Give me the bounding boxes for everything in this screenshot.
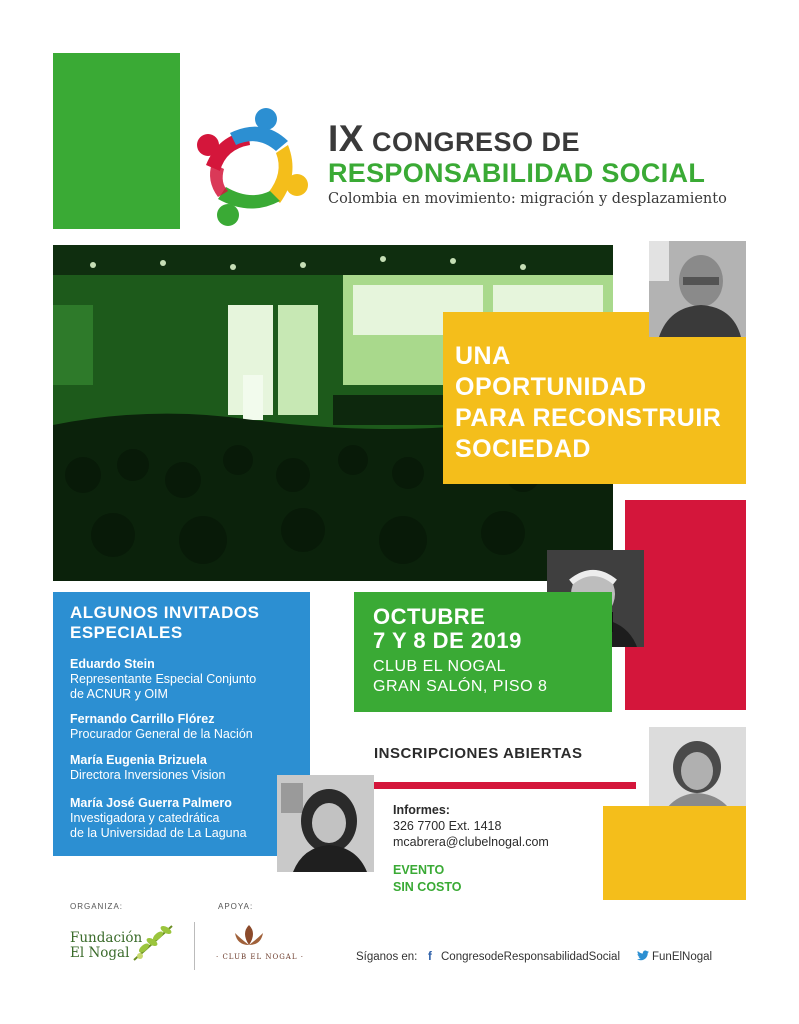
supporter-label: APOYA: [218,902,254,911]
twitter-icon[interactable] [637,950,649,961]
yellow-decor-block [603,806,746,900]
guest-role: de ACNUR y OIM [70,687,168,701]
follow-us-label: Síganos en: [356,951,418,963]
facebook-icon[interactable]: f [428,951,432,963]
congress-title-line1 [328,118,580,160]
guest-role: Investigadora y catedrática [70,811,220,825]
headline-line: UNA [455,342,511,370]
info-label: Informes: [393,803,450,817]
guest-item [70,796,247,841]
event-venue: CLUB EL NOGAL [373,658,507,675]
info-email: mcabrera@clubelnogal.com [393,835,549,849]
headline-line: PARA RECONSTRUIR [455,404,722,432]
guest-name: María Eugenia Brizuela [70,753,207,767]
guest-item [70,712,253,742]
guests-heading-line: ESPECIALES [70,623,183,642]
footer-divider [194,922,195,970]
speaker-portrait-man-glasses [649,241,746,337]
guest-role: Procurador General de la Nación [70,727,253,741]
facebook-handle-link[interactable]: CongresodeResponsabilidadSocial [441,951,621,963]
fundacion-logo-text: El Nogal [70,945,130,961]
organizer-label: ORGANIZA: [70,902,124,911]
headline-text [455,341,745,465]
headline-line: OPORTUNIDAD [455,373,647,401]
congress-title-line2: RESPONSABILIDAD SOCIAL [328,158,706,188]
red-divider-line [373,782,636,789]
guests-heading [70,603,260,643]
green-decor-square [53,53,180,229]
event-date-month: OCTUBRE [373,604,486,629]
registration-heading: INSCRIPCIONES ABIERTAS [374,745,583,762]
title-numeral: IX [328,118,364,159]
event-date-days: 7 Y 8 DE 2019 [373,628,522,653]
club-el-nogal-logo-icon [231,923,267,949]
guest-role: de la Universidad de La Laguna [70,826,247,840]
event-cost-label: EVENTO [393,863,445,877]
walnut-branch-icon [130,922,176,964]
congress-subtitle: Colombia en movimiento: migración y desplazamiento [328,191,727,207]
guest-name: Fernando Carrillo Flórez [70,712,215,726]
headline-line: SOCIEDAD [455,435,591,463]
guest-item [70,657,256,702]
speaker-portrait-woman-dark-hair [277,775,374,872]
event-venue-room: GRAN SALÓN, PISO 8 [373,678,548,695]
guest-role: Directora Inversiones Vision [70,768,226,782]
title-rest: CONGRESO DE [363,127,580,157]
fundacion-logo-text: Fundación [70,930,143,946]
event-cost-value: SIN COSTO [393,880,462,894]
people-circle-logo-icon [188,105,312,229]
guests-heading-line: ALGUNOS INVITADOS [70,603,260,622]
guest-item [70,753,225,783]
info-phone: 326 7700 Ext. 1418 [393,819,502,833]
guest-role: Representante Especial Conjunto [70,672,257,686]
guest-name: María José Guerra Palmero [70,796,232,810]
guest-name: Eduardo Stein [70,657,155,671]
club-logo-text: · CLUB EL NOGAL · [216,953,304,961]
twitter-handle-link[interactable]: FunElNogal [652,951,713,963]
